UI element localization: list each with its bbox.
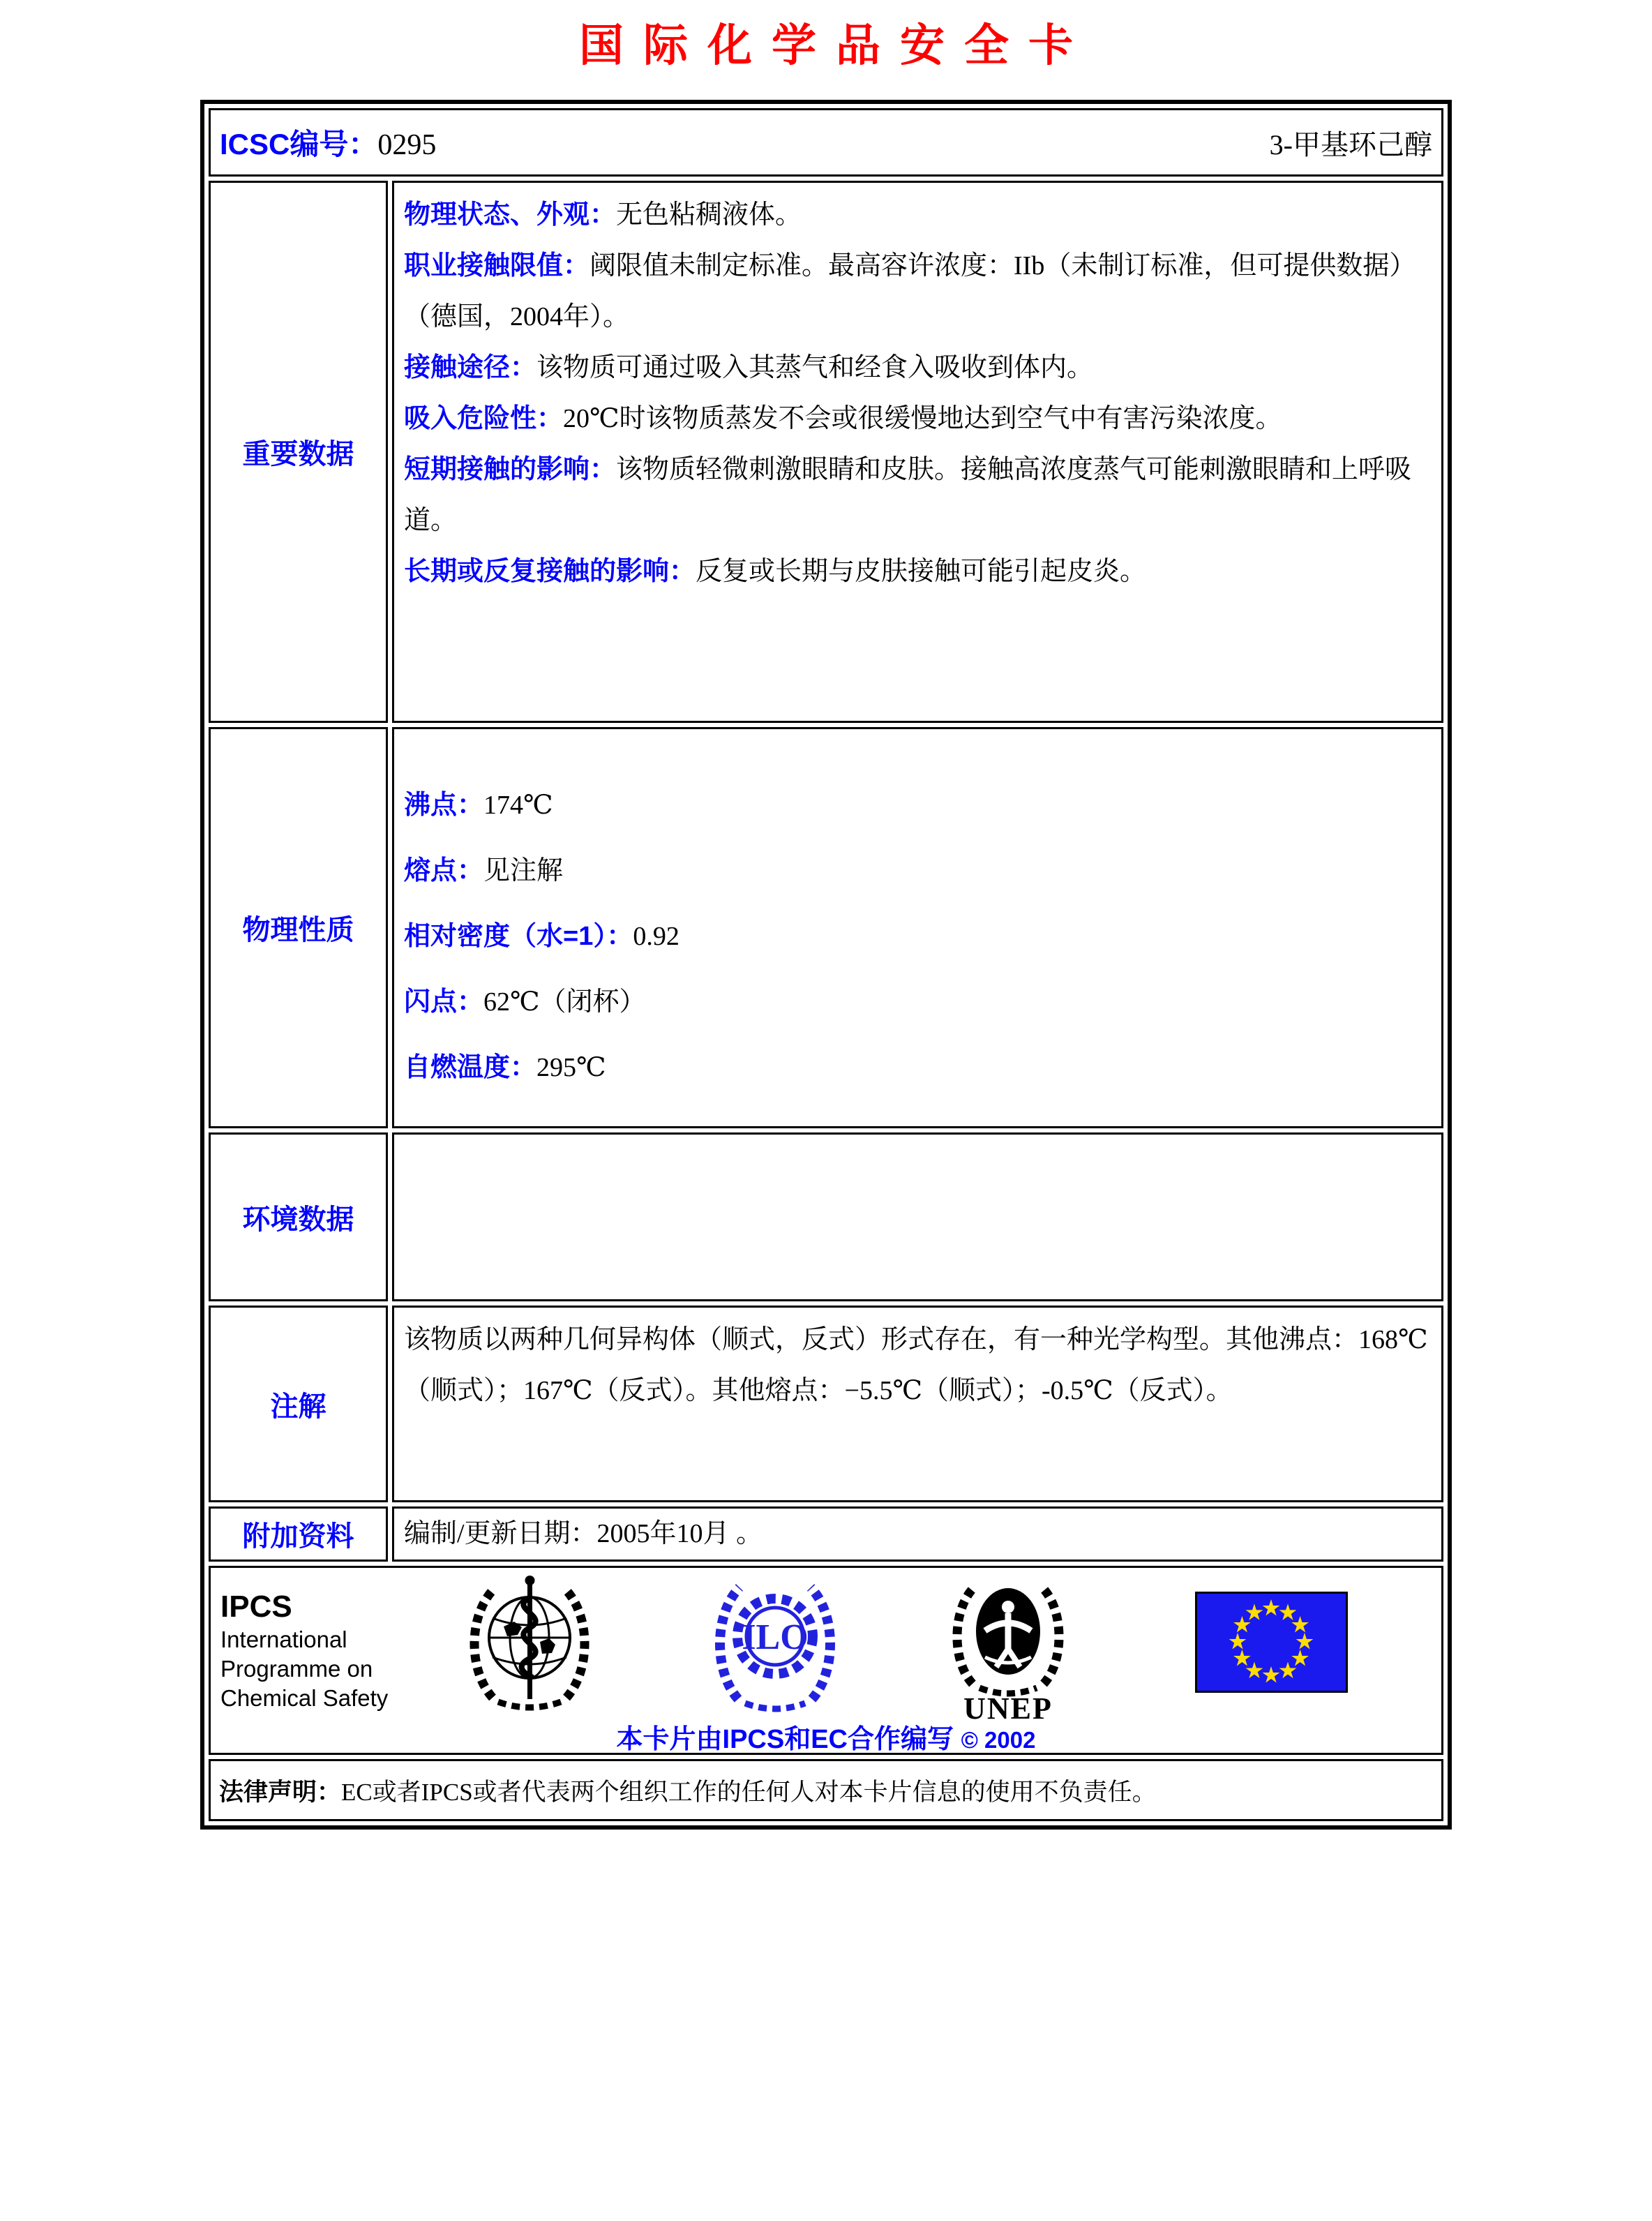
field-label: 熔点： <box>404 856 484 885</box>
field-label: 短期接触的影响： <box>404 455 617 484</box>
logos-row <box>209 1566 1443 1755</box>
field-value: 20℃时该物质蒸发不会或很缓慢地达到空气中有害污染浓度。 <box>563 404 1282 433</box>
section-label-additional-information: 附加资料 <box>209 1506 388 1562</box>
field-label: 物理状态、外观： <box>404 200 617 230</box>
field-short-term-exposure-effects <box>404 444 1432 546</box>
field-occupational-exposure-limits <box>404 241 1432 343</box>
field-label: 职业接触限值： <box>404 251 590 281</box>
field-value: 反复或长期与皮肤接触可能引起皮炎。 <box>696 557 1147 586</box>
field-value: 174℃ <box>483 791 553 820</box>
ilo-logo-icon <box>709 1573 841 1713</box>
field-flash-point <box>404 969 1432 1035</box>
section-label-important-data: 重要数据 <box>209 181 388 723</box>
legal-row <box>209 1759 1443 1821</box>
section-label-environmental-data: 环境数据 <box>209 1132 388 1301</box>
who-logo-icon <box>463 1573 596 1713</box>
field-label: 沸点： <box>404 791 484 820</box>
legal-text: EC或者IPCS或者代表两个组织工作的任何人对本卡片信息的使用不负责任。 <box>341 1778 1157 1806</box>
environmental-data-content <box>392 1132 1443 1301</box>
icsc-table <box>200 100 1452 1830</box>
field-label: 接触途径： <box>404 353 537 382</box>
important-data-content <box>392 181 1443 723</box>
field-boiling-point <box>404 772 1432 838</box>
copyright-text: © 2002 <box>961 1727 1036 1753</box>
unep-letters: UNEP <box>963 1691 1053 1726</box>
page-title: 国际化学品安全卡 <box>579 20 1092 70</box>
field-value: 见注解 <box>483 856 564 885</box>
physical-properties-content <box>392 727 1443 1128</box>
legal-label: 法律声明： <box>219 1778 342 1806</box>
notes-text: 该物质以两种几何异构体（顺式，反式）形式存在，有一种光学构型。其他沸点：168℃（顺式）；167℃（反式）。其他熔点：−5.5℃（顺式）；-0.5℃（反式）。 <box>404 1325 1428 1405</box>
ipcs-line2: Programme on <box>220 1656 373 1682</box>
caption-text: 本卡片由IPCS和EC合作编写 <box>616 1725 954 1754</box>
field-value: 295℃ <box>536 1053 606 1082</box>
header-row <box>209 108 1443 177</box>
ilo-letters: ILO <box>742 1617 809 1657</box>
field-autoignition-temperature <box>404 1035 1432 1100</box>
cooperation-caption <box>211 1717 1441 1756</box>
icsc-number-label: ICSC编号： <box>220 128 378 160</box>
field-routes-of-exposure <box>404 343 1432 394</box>
field-value: 无色粘稠液体。 <box>616 200 802 230</box>
field-label: 自燃温度： <box>404 1053 537 1082</box>
additional-information-content: 编制/更新日期：2005年10月 。 <box>392 1506 1443 1562</box>
field-value: 0.92 <box>633 922 679 951</box>
field-value: 62℃（闭杯） <box>483 987 646 1017</box>
ipcs-text-block <box>220 1589 388 1713</box>
field-label: 闪点： <box>404 987 484 1017</box>
field-long-term-exposure-effects <box>404 546 1432 597</box>
field-physical-state-appearance <box>404 190 1432 241</box>
section-label-physical-properties: 物理性质 <box>209 727 388 1128</box>
field-inhalation-risk <box>404 394 1432 444</box>
icsc-number-value: 0295 <box>377 129 437 161</box>
unep-logo-icon <box>942 1572 1074 1726</box>
field-melting-point <box>404 838 1432 904</box>
field-value: 该物质可通过吸入其蒸气和经食入吸收到体内。 <box>536 353 1094 382</box>
notes-content <box>392 1306 1443 1502</box>
ipcs-name: IPCS <box>220 1590 292 1624</box>
section-label-notes: 注解 <box>209 1306 388 1502</box>
field-label: 长期或反复接触的影响： <box>404 557 696 586</box>
field-relative-density <box>404 904 1432 969</box>
chemical-name: 3-甲基环己醇 <box>1269 128 1432 160</box>
field-value: 阈限值未制定标准。最高容许浓度：IIb（未制订标准，但可提供数据）（德国，2004年）。 <box>404 251 1416 331</box>
field-label: 吸入危险性： <box>404 404 564 433</box>
icsc-number-field <box>220 121 436 163</box>
ipcs-line3: Chemical Safety <box>220 1685 389 1711</box>
field-value: 该物质轻微刺激眼睛和皮肤。接触高浓度蒸气可能刺激眼睛和上呼吸道。 <box>404 455 1412 535</box>
field-label: 相对密度（水=1）： <box>404 922 633 951</box>
ipcs-line1: International <box>220 1627 347 1652</box>
eu-flag-icon <box>1195 1592 1348 1693</box>
